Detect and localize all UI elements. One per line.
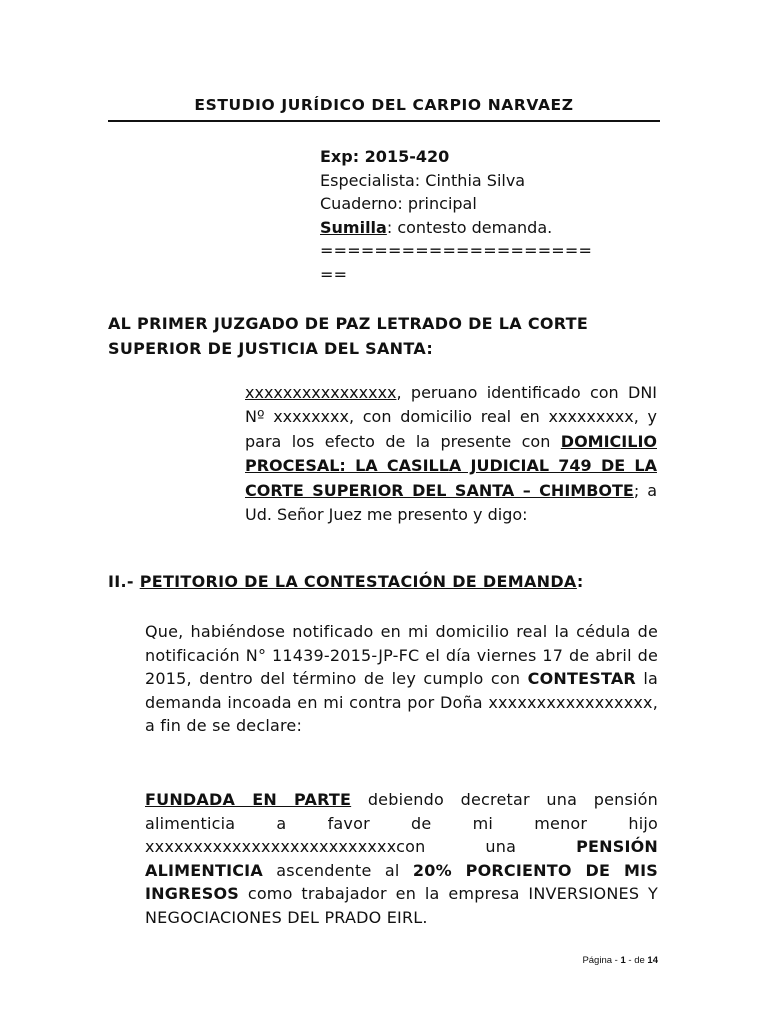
specialist-line: Especialista: Cinthia Silva [320, 170, 526, 190]
total-pages: 14 [647, 955, 658, 966]
p2-text-3: como trabajador en la empresa INVERSIONES Y NEGOCIACIONES DEL PRADO EIRL. [145, 884, 658, 927]
p1-bold-contestar: CONTESTAR [527, 669, 636, 688]
procedural-domicile: DOMICILIO PROCESAL: LA CASILLA JUDICIAL 749 DE LA CORTE SUPERIOR DEL SANTA – CHIMBOTE [245, 431, 657, 500]
p2-fundada-en-parte: FUNDADA EN PARTE [145, 790, 352, 809]
p1-text-1: Que, habiéndose notificado en mi domicilio real la cédula de notificación N° 11439-2015-JP-FC el día viernes 17 de abril de 2015, dentro del término de ley cumplo con [145, 622, 658, 688]
summary-line [320, 216, 592, 240]
section-colon: : [576, 572, 584, 591]
p2-text-2: ascendente al [262, 860, 413, 880]
header-divider [108, 120, 660, 122]
party-text-2: ; a Ud. Señor Juez me presento y digo: [245, 480, 657, 525]
case-number: Exp: 2015-420 [320, 147, 450, 166]
separator-line-1: ==================== [320, 241, 593, 260]
notebook-line: Cuaderno: principal [320, 194, 477, 213]
party-name: xxxxxxxxxxxxxxxx [245, 383, 397, 402]
court-addressee [108, 311, 660, 361]
p2-text-1: debiendo decretar una pensión alimenticia a favor de mi menor hijo xxxxxxxxxxxxxxxxxxxxxxxxxxcon una [145, 790, 659, 856]
section-title: PETITORIO DE LA CONTESTACIÓN DE DEMANDA [139, 572, 577, 591]
petition-paragraph-1 [145, 620, 658, 738]
section-heading [108, 572, 668, 591]
page-footer [540, 955, 658, 966]
page-number: 1 [620, 955, 626, 966]
p2-bold-percentage: 20% PORCIENTO DE MIS INGRESOS [145, 860, 658, 903]
firm-name-heading: ESTUDIO JURÍDICO DEL CARPIO NARVAEZ [194, 96, 574, 114]
party-identification [245, 381, 657, 527]
petition-paragraph-2 [145, 788, 658, 929]
addressee-line-1: AL PRIMER JUZGADO DE PAZ LETRADO DE LA CORTE [108, 314, 589, 333]
party-text-1: , peruano identificado con DNI Nº xxxxxxxx, con domicilio real en xxxxxxxxx, y para los efecto de la presente con [245, 383, 657, 451]
summary-label: Sumilla [320, 217, 387, 237]
p1-text-2: la demanda incoada en mi contra por Doña xxxxxxxxxxxxxxxxx, a fin de se declare: [145, 669, 659, 735]
page-label: Página - [582, 955, 621, 966]
addressee-line-2: SUPERIOR DE JUSTICIA DEL SANTA: [108, 339, 434, 358]
of-label: - de [625, 955, 648, 966]
summary-text: : contesto demanda. [386, 217, 553, 237]
case-info-block [320, 145, 592, 286]
separator-line-2: == [320, 264, 348, 284]
section-number: II.- [108, 572, 134, 591]
p2-bold-pension: PENSIÓN ALIMENTICIA [145, 837, 658, 880]
